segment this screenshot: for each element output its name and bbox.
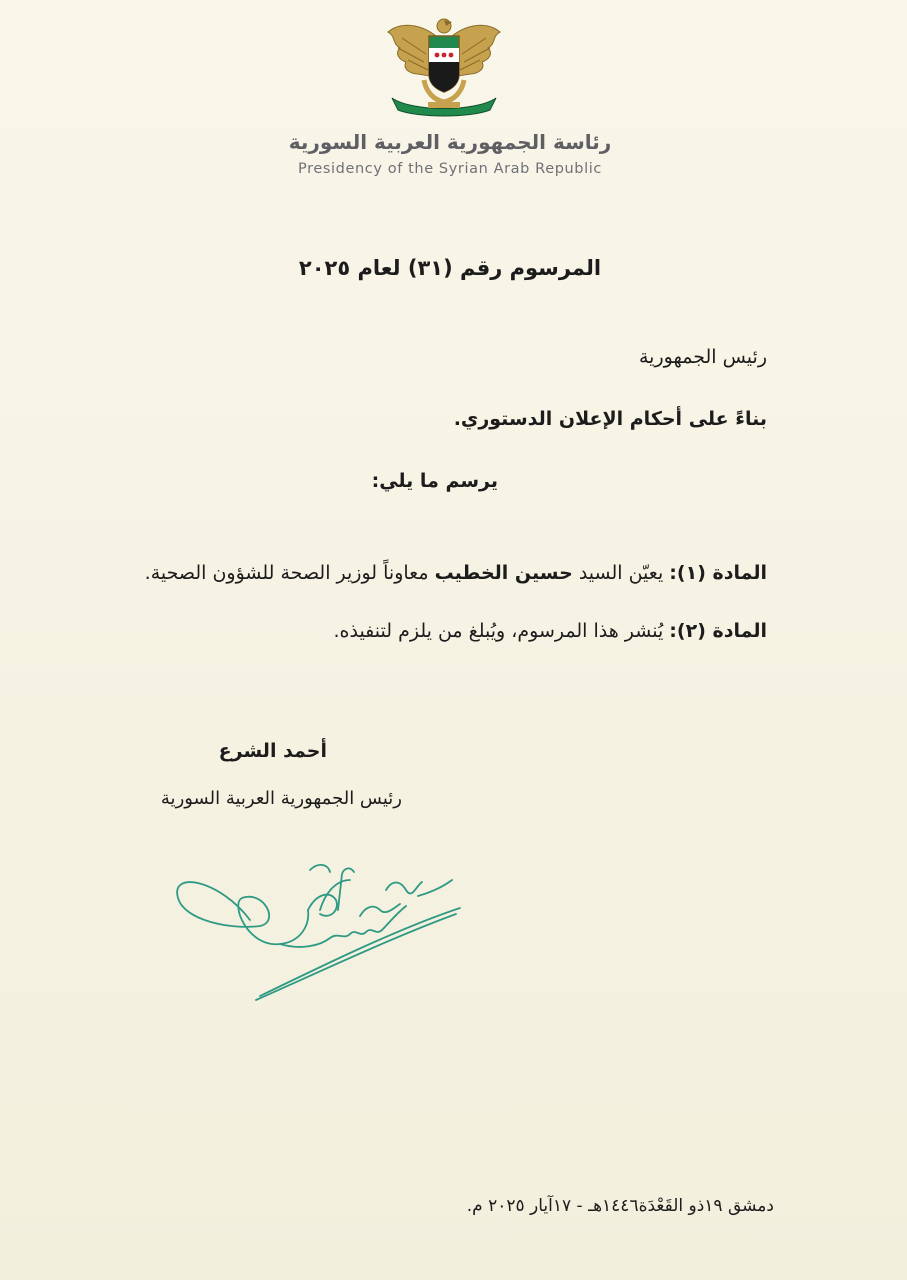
article-2-label: المادة (٢): [669, 620, 767, 642]
presidency-title-arabic: رئاسة الجمهورية العربية السورية [288, 130, 612, 154]
signatory-title: رئيس الجمهورية العربية السورية [160, 788, 402, 809]
article-1-name: حسين الخطيب [434, 562, 573, 584]
article-2 [333, 620, 767, 642]
basis-line: بناءً على أحكام الإعلان الدستوري. [453, 408, 767, 430]
article-1 [145, 562, 767, 584]
place-date-footer: دمشق ١٩ذو القَعْدَة١٤٤٦هـ - ١٧آيار ٢٠٢٥ م. [466, 1196, 774, 1216]
article-1-label: المادة (١): [669, 562, 767, 584]
handwritten-signature [160, 850, 470, 1010]
presidency-title-english: Presidency of the Syrian Arab Republic [298, 161, 602, 177]
signatory-name: أحمد الشرع [218, 740, 327, 762]
decrees-line: يرسم ما يلي: [371, 470, 498, 492]
decree-title: المرسوم رقم (٣١) لعام ٢٠٢٥ [298, 256, 602, 280]
issuer-line: رئيس الجمهورية [639, 346, 767, 368]
article-1-pre: يعيّن السيد [578, 562, 664, 584]
syrian-eagle-emblem-icon [382, 14, 506, 118]
article-1-post: معاوناً لوزير الصحة للشؤون الصحية. [144, 562, 429, 584]
article-2-text: يُنشر هذا المرسوم، ويُبلغ من يلزم لتنفيذه. [333, 620, 664, 642]
